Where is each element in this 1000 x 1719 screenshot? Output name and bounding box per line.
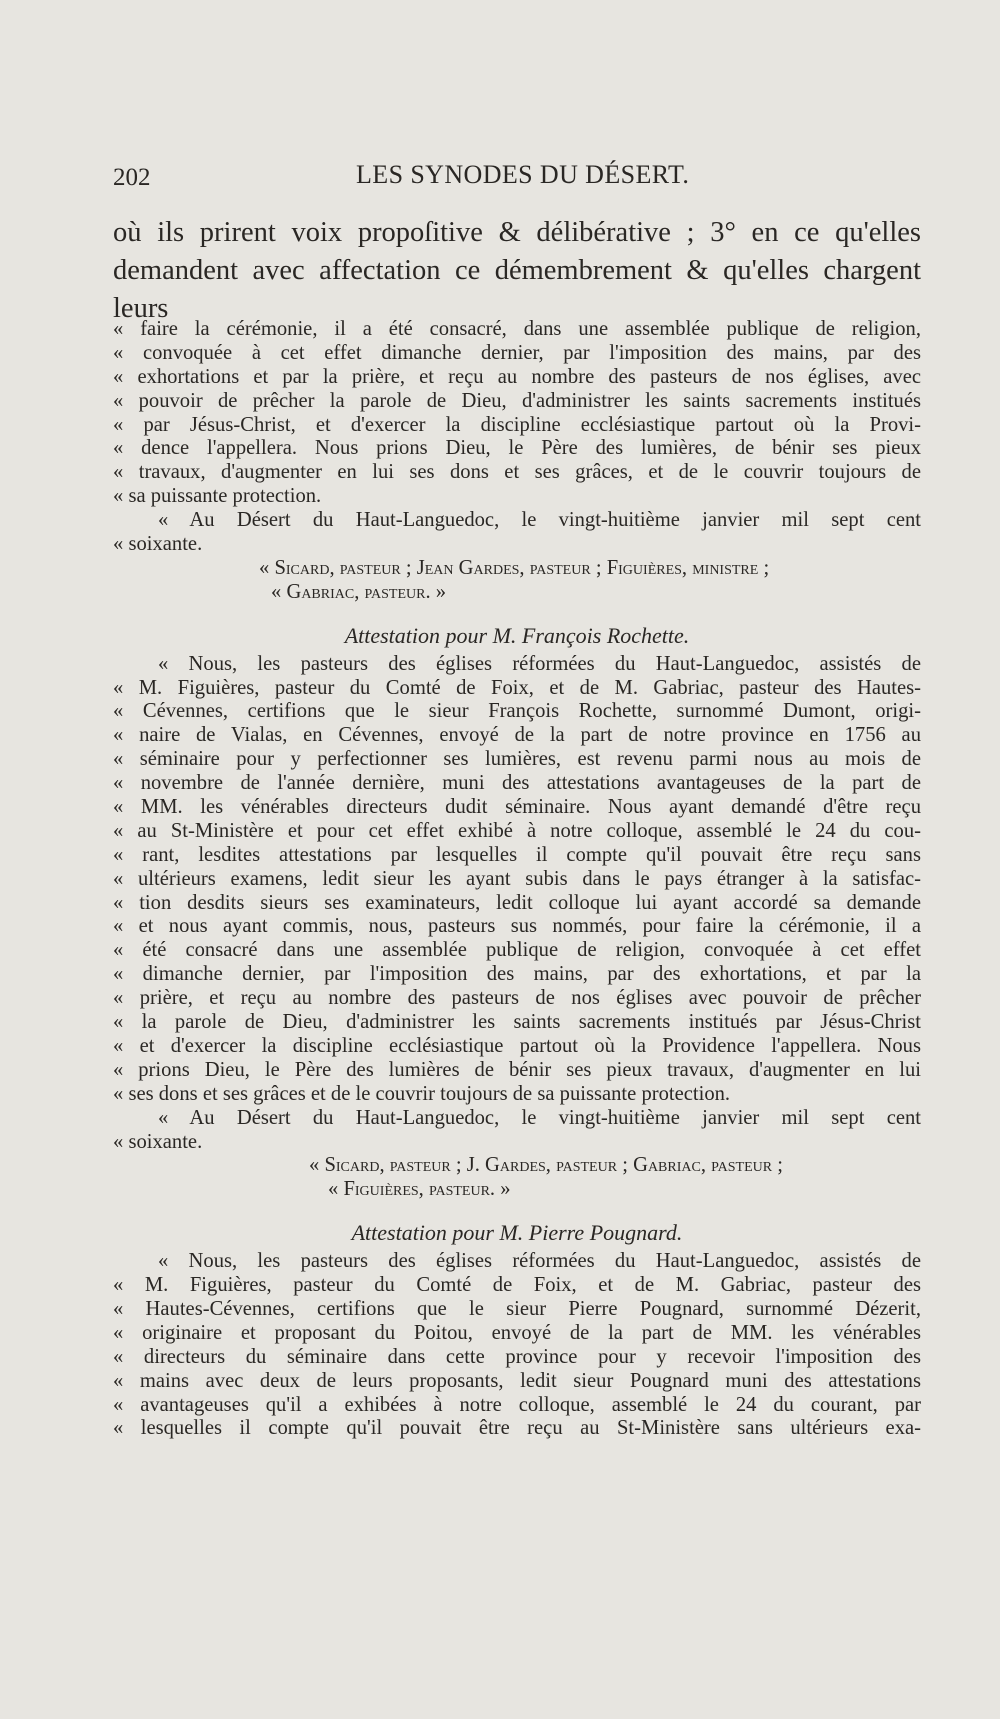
section-heading: Attestation pour M. François Rochette. bbox=[344, 622, 690, 648]
text-line: « sa puissante protection. bbox=[113, 485, 322, 508]
signature-line: « Sicard, pasteur ; Jean Gardes, pasteur ; Figuières, ministre ; bbox=[259, 556, 770, 579]
document-body bbox=[113, 318, 921, 1441]
text-line: « et nous ayant commis, nous, pasteurs sus nommés, pour faire la cérémonie, il a bbox=[113, 915, 921, 938]
date-line: « soixante. bbox=[113, 533, 203, 556]
signature-line: « Figuières, pasteur. » bbox=[328, 1178, 511, 1201]
text-line: « par Jésus-Christ, et d'exercer la discipline ecclésiastique partout où la Provi- bbox=[113, 413, 921, 436]
text-line: « dimanche dernier, par l'imposition des mains, par des exhortations, et par la bbox=[113, 963, 921, 986]
text-line: « novembre de l'année dernière, muni des attestations avantageuses de la part de bbox=[113, 772, 921, 795]
text-line: « exhortations et par la prière, et reçu au nombre des pasteurs de nos églises, avec bbox=[113, 365, 921, 388]
intro-text: où ils prirent voix propoſitive & délibérative ; 3° en ce qu'elles demandent avec affectation ce démembrement & qu'elles chargent leurs bbox=[113, 217, 921, 324]
text-line: « tion desdits sieurs ses examinateurs, ledit colloque lui ayant accordé sa demande bbox=[113, 891, 921, 914]
attestation-rochette bbox=[113, 621, 921, 1202]
text-line: « mains avec deux de leurs proposants, ledit sieur Pougnard muni des attestations bbox=[113, 1369, 921, 1392]
text-line: « prions Dieu, le Père des lumières de bénir ses pieux travaux, d'augmenter en lui bbox=[113, 1058, 921, 1081]
text-line: « Nous, les pasteurs des églises réformées du Haut-Languedoc, assistés de bbox=[158, 652, 921, 675]
text-line: « M. Figuières, pasteur du Comté de Foix, et de M. Gabriac, pasteur des Hautes- bbox=[113, 676, 921, 699]
date-line: « Au Désert du Haut-Languedoc, le vingt-huitième janvier mil sept cent bbox=[158, 509, 921, 532]
text-line: « travaux, d'augmenter en lui ses dons et ses grâces, et de le couvrir toujours de bbox=[113, 461, 921, 484]
text-line: « convoquée à cet effet dimanche dernier, par l'imposition des mains, par des bbox=[113, 341, 921, 364]
signature-line: « Gabriac, pasteur. » bbox=[271, 580, 447, 603]
text-line: « MM. les vénérables directeurs dudit séminaire. Nous ayant demandé d'être reçu bbox=[113, 796, 921, 819]
date-line: « soixante. bbox=[113, 1130, 203, 1153]
page-number: 202 bbox=[113, 164, 151, 191]
text-line: « dence l'appellera. Nous prions Dieu, le Père des lumières, de bénir ses pieux bbox=[113, 437, 921, 460]
text-line: « ses dons et ses grâces et de le couvrir toujours de sa puissante protection. bbox=[113, 1082, 731, 1105]
text-line: « au St-Ministère et pour cet effet exhibé à notre colloque, assemblé le 24 du cou- bbox=[113, 819, 921, 842]
page-header bbox=[113, 160, 921, 196]
text-line: « et d'exercer la discipline ecclésiastique partout où la Providence l'appellera. Nous bbox=[113, 1034, 921, 1057]
signature-line: « Sicard, pasteur ; J. Gardes, pasteur ; Gabriac, pasteur ; bbox=[309, 1154, 783, 1177]
text-line: « Cévennes, certifions que le sieur François Rochette, surnommé Dumont, origi- bbox=[113, 700, 921, 723]
text-line: « M. Figuières, pasteur du Comté de Foix, et de M. Gabriac, pasteur des bbox=[113, 1274, 921, 1297]
text-line: « directeurs du séminaire dans cette province pour y recevoir l'imposition des bbox=[113, 1345, 921, 1368]
text-line: « originaire et proposant du Poitou, envoyé de la part de MM. les vénérables bbox=[113, 1321, 921, 1344]
text-line: « pouvoir de prêcher la parole de Dieu, d'administrer les saints sacrements institués bbox=[113, 389, 921, 412]
text-line: « faire la cérémonie, il a été consacré, dans une assemblée publique de religion, bbox=[113, 318, 921, 340]
text-line: « été consacré dans une assemblée publique de religion, convoquée à cet effet bbox=[113, 939, 921, 962]
text-line: « ultérieurs examens, ledit sieur les ayant subis dans le pays étranger à la satisfac- bbox=[113, 867, 921, 890]
attestation-pougnard bbox=[113, 1218, 921, 1441]
text-line: « rant, lesdites attestations par lesquelles il compte qu'il pouvait être reçu sans bbox=[113, 843, 921, 866]
section-heading: Attestation pour M. Pierre Pougnard. bbox=[351, 1220, 683, 1246]
date-line: « Au Désert du Haut-Languedoc, le vingt-huitième janvier mil sept cent bbox=[158, 1106, 921, 1129]
text-line: « prière, et reçu au nombre des pasteurs de nos églises avec pouvoir de prêcher bbox=[113, 987, 921, 1010]
attestation-continuation bbox=[113, 318, 921, 605]
text-line: « séminaire pour y perfectionner ses lumières, est revenu parmi nous au mois de bbox=[113, 748, 921, 771]
text-line: « avantageuses qu'il a exhibées à notre colloque, assemblé le 24 du courant, par bbox=[113, 1393, 921, 1416]
text-line: « naire de Vialas, en Cévennes, envoyé de la part de notre province en 1756 au bbox=[113, 724, 921, 747]
text-line: « Nous, les pasteurs des églises réformées du Haut-Languedoc, assistés de bbox=[158, 1250, 921, 1273]
running-title: LES SYNODES DU DÉSERT. bbox=[356, 160, 690, 189]
intro-paragraph bbox=[113, 214, 921, 328]
text-line: « Hautes-Cévennes, certifions que le sieur Pierre Pougnard, surnommé Dézerit, bbox=[113, 1297, 921, 1320]
text-line: « la parole de Dieu, d'administrer les saints sacrements institués par Jésus-Christ bbox=[113, 1011, 921, 1034]
text-line: « lesquelles il compte qu'il pouvait être reçu au St-Ministère sans ultérieurs exa- bbox=[113, 1417, 921, 1440]
